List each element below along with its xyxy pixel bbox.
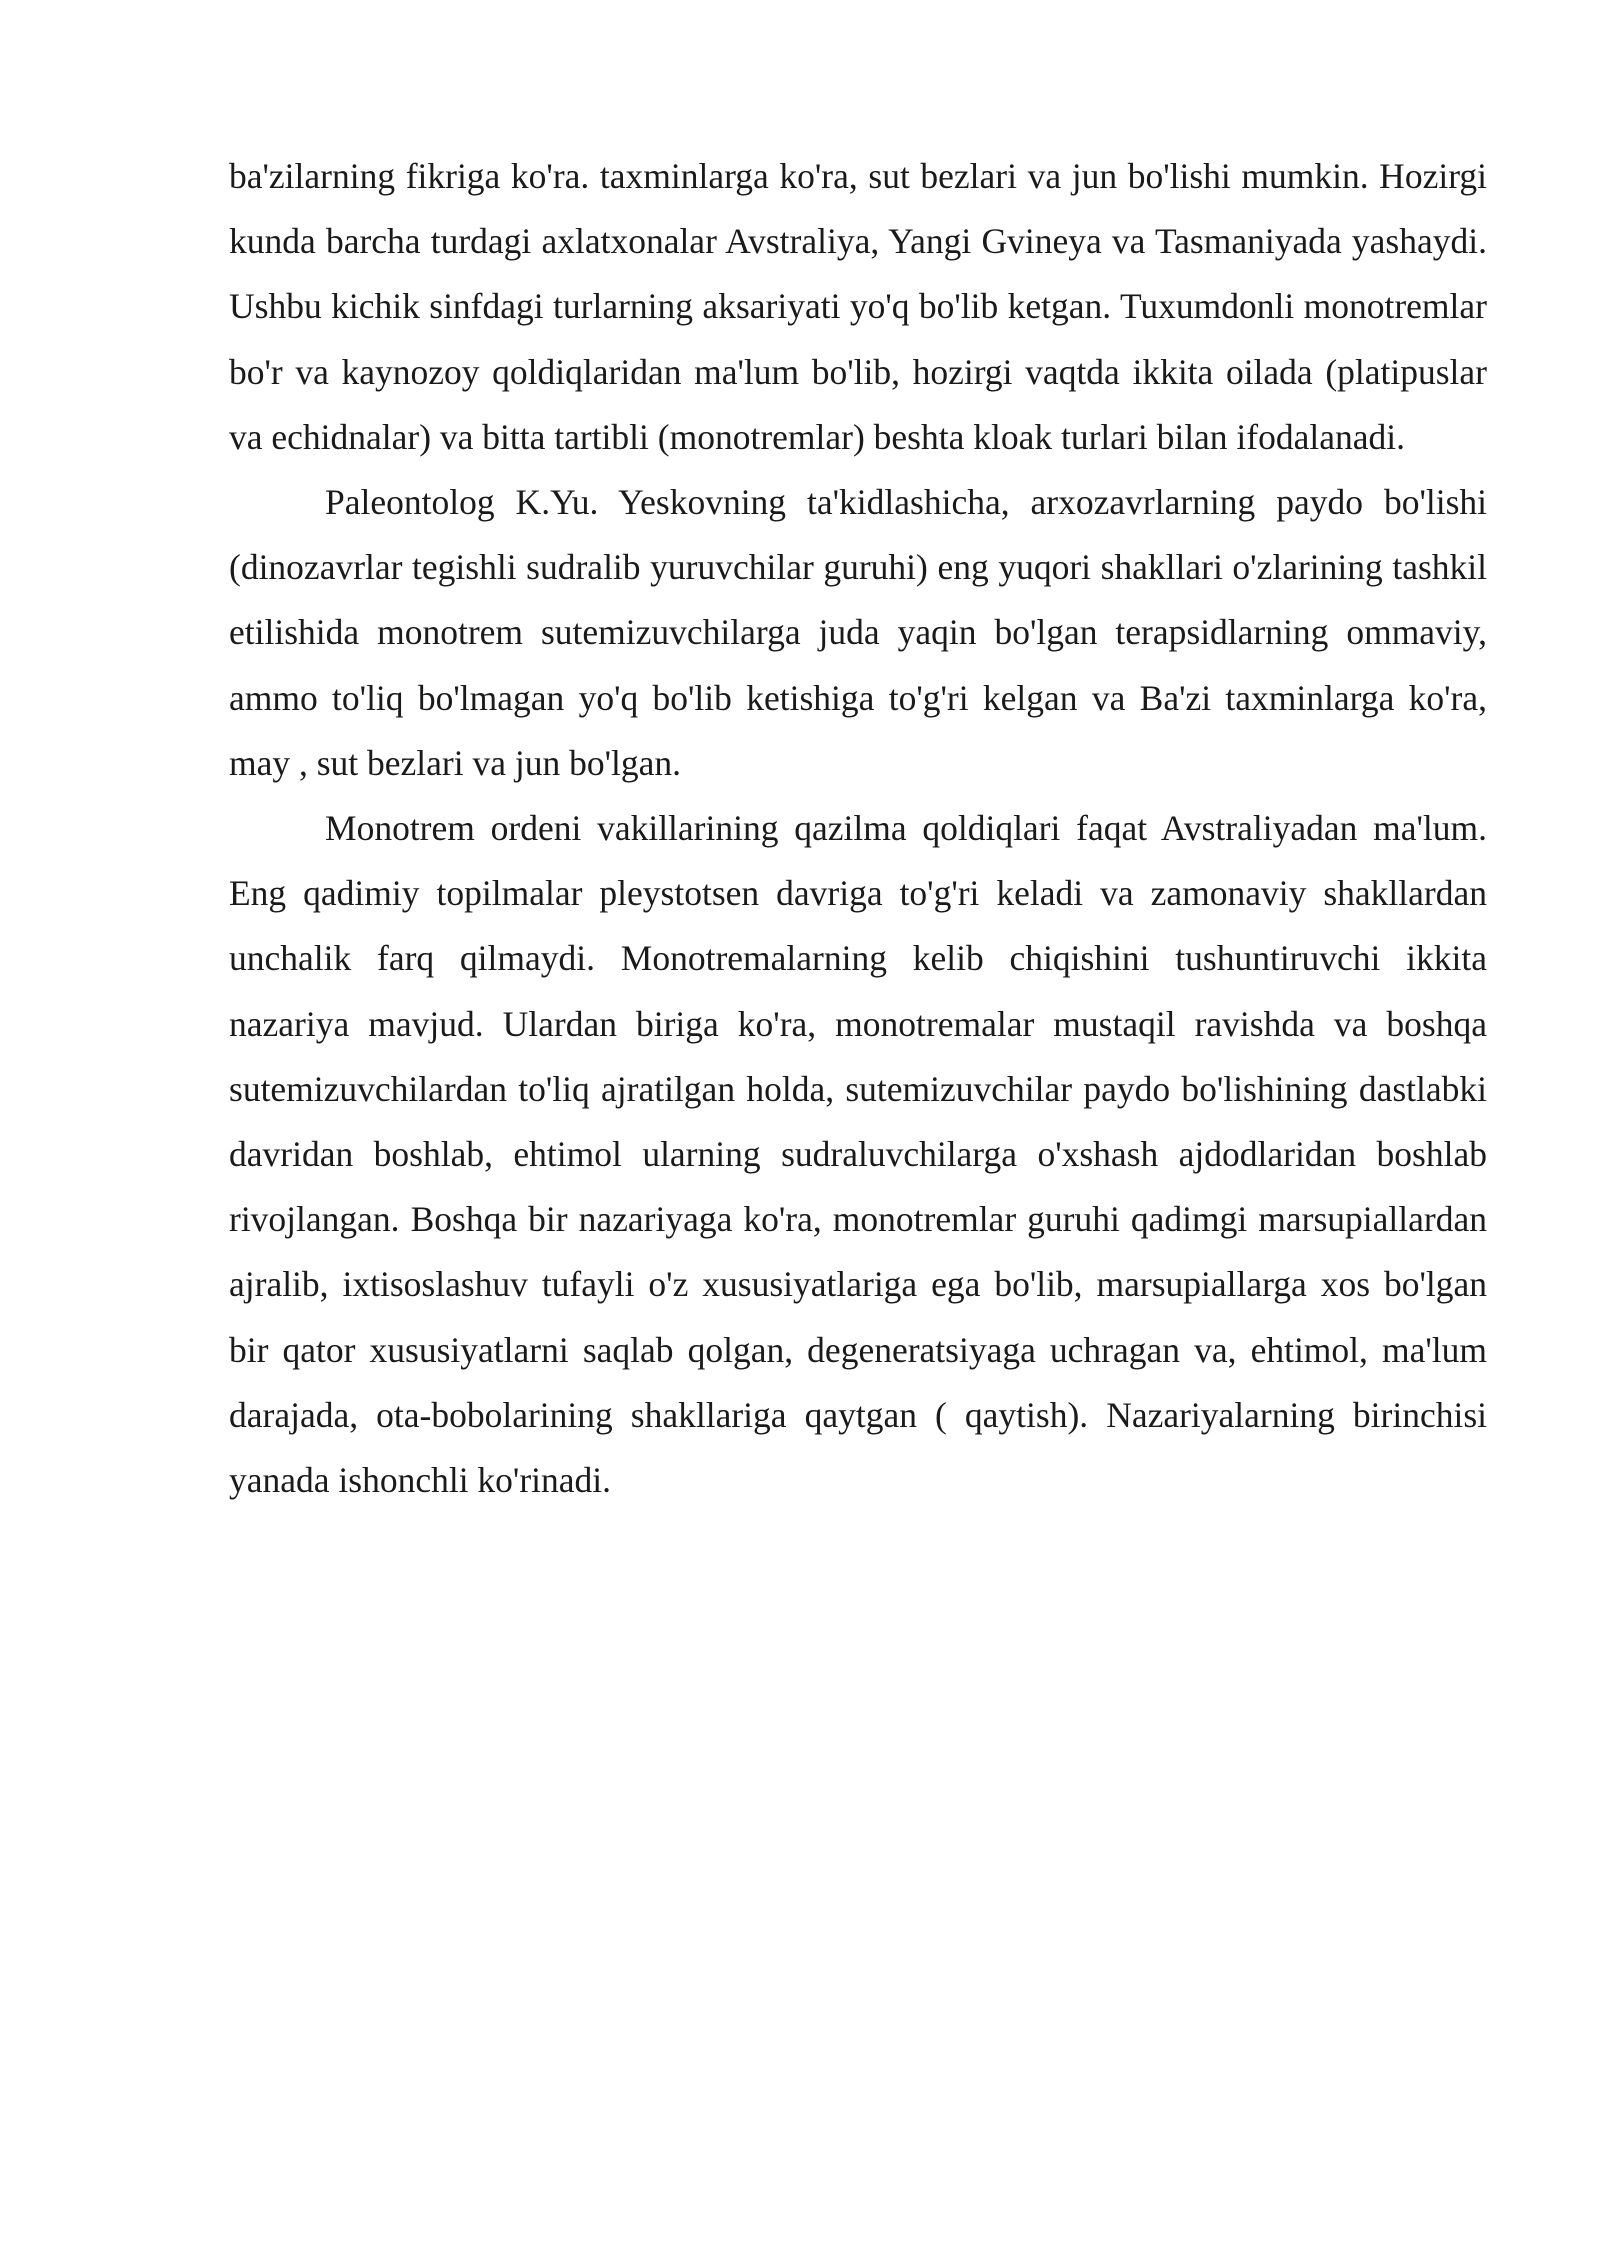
paragraph-1: ba'zilarning fikriga ko'ra. taxminlarga ko'ra, sut bezlari va jun bo'lishi mumkin. Hozirgi kunda barcha turdagi axlatxonalar Avstraliya, Yangi Gvineya va Tasmaniyada yashaydi. Ushbu kichik sinfdagi turlarning aksariyati yo'q bo'lib ketgan. Tuxumdonli monotremlar bo'r va kaynozoy qoldiqlaridan ma'lum bo'lib, hozirgi vaqtda ikkita oilada (platipuslar va echidnalar) va bitta tartibli (monotremlar) beshta kloak turlari bilan ifodalanadi. — [229, 156, 1487, 457]
paragraph-2: Paleontolog K.Yu. Yeskovning ta'kidlashicha, arxozavrlarning paydo bo'lishi (dinozavrlar tegishli sudralib yuruvchilar guruhi) eng yuqori shakllari o'zlarining tashkil etilishida monotrem sutemizuvchilarga juda yaqin bo'lgan terapsidlarning ommaviy, ammo to'liq bo'lmagan yo'q bo'lib ketishiga to'g'ri kelgan va Ba'zi taxminlarga ko'ra, may , sut bezlari va jun bo'lgan. — [229, 482, 1487, 783]
body-text — [229, 144, 1487, 1513]
paragraph-3: Monotrem ordeni vakillarining qazilma qoldiqlari faqat Avstraliyadan ma'lum. Eng qadimiy topilmalar pleystotsen davriga to'g'ri keladi va zamonaviy shakllardan unchalik farq qilmaydi. Monotremalarning kelib chiqishini tushuntiruvchi ikkita nazariya mavjud. Ulardan biriga ko'ra, monotremalar mustaqil ravishda va boshqa sutemizuvchilardan to'liq ajratilgan holda, sutemizuvchilar paydo bo'lishining dastlabki davridan boshlab, ehtimol ularning sudraluvchilarga o'xshash ajdodlaridan boshlab rivojlangan. Boshqa bir nazariyaga ko'ra, monotremlar guruhi qadimgi marsupiallardan ajralib, ixtisoslashuv tufayli o'z xususiyatlariga ega bo'lib, marsupiallarga xos bo'lgan bir qator xususiyatlarni saqlab qolgan, degeneratsiyaga uchragan va, ehtimol, ma'lum darajada, ota-bobolarining shakllariga qaytgan ( qaytish). Nazariyalarning birinchisi yanada ishonchli ko'rinadi. — [229, 808, 1487, 1501]
